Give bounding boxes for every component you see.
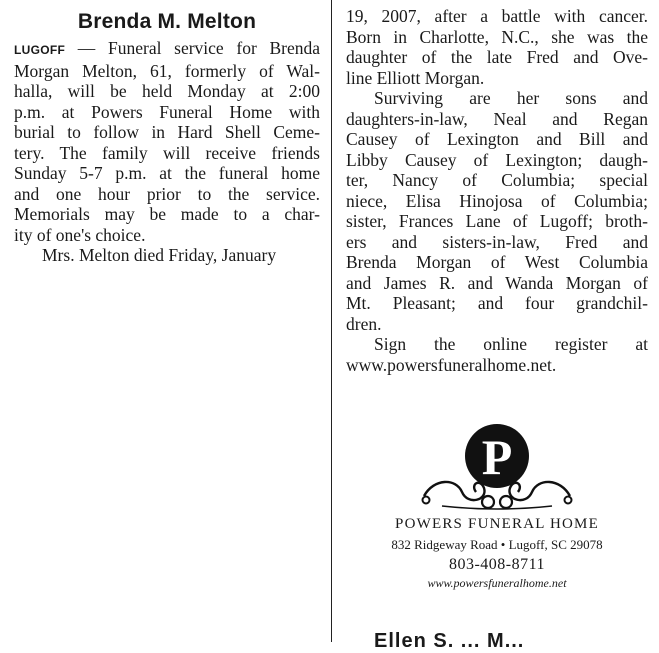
funeral-home-ad [346, 418, 648, 591]
text-line: Sunday 5-7 p.m. at the funeral home [14, 163, 320, 183]
text-line: daughters-in-law, Neal and Regan [346, 108, 648, 129]
funeral-home-name: POWERS FUNERAL HOME [395, 516, 599, 532]
text-line: line Elliott Morgan. [346, 67, 485, 88]
text-line: and one hour prior to the service. [14, 183, 320, 204]
text-line: tery. The family will receive friends [14, 142, 320, 163]
left-column [14, 0, 320, 266]
funeral-home-address: 832 Ridgeway Road • Lugoff, SC 29078 [391, 537, 603, 552]
text-line: 19, 2007, after a battle with cancer. [346, 6, 648, 26]
right-column [346, 6, 648, 375]
logo-letter: P [481, 429, 513, 485]
text-line: LUGOFF — Funeral service for Brenda [14, 38, 320, 58]
text-line: ers and sisters-in-law, Fred and [346, 231, 648, 252]
column-divider [331, 0, 332, 642]
obituary-headline: Brenda M. Melton [77, 10, 257, 33]
text-line: and James R. and Wanda Morgan of [346, 272, 648, 293]
text-line: ter, Nancy of Columbia; special [346, 170, 648, 190]
text-line: Mrs. Melton died Friday, January [42, 245, 277, 265]
next-obituary-headline: Ellen S. ... M... [374, 630, 525, 652]
text-line: Libby Causey of Lexington; daugh- [346, 149, 648, 170]
text-line: ity of one's choice. [14, 224, 146, 245]
funeral-home-logo-icon [412, 418, 582, 514]
funeral-home-phone: 803-408-8711 [448, 556, 546, 573]
funeral-home-website: www.powersfuneralhome.net [427, 576, 567, 590]
text-line: burial to follow in Hard Shell Ceme- [14, 122, 320, 142]
text-line: Memorials may be made to a char- [14, 204, 320, 224]
text-line: halla, will be held Monday at 2:00 [14, 81, 320, 101]
text-line: Morgan Melton, 61, formerly of Wal- [14, 60, 320, 81]
text-line: daughter of the late Fred and Ove- [346, 47, 648, 67]
text-line: Surviving are her sons and [374, 88, 648, 108]
text-line: Causey of Lexington and Bill and [346, 129, 648, 149]
text-line: Mt. Pleasant; and four grandchil- [346, 293, 648, 313]
text-line: sister, Frances Lane of Lugoff; broth- [346, 211, 648, 231]
text-line: Born in Charlotte, N.C., she was the [346, 26, 648, 47]
text-line: p.m. at Powers Funeral Home with [14, 101, 320, 122]
text-line: dren. [346, 313, 382, 334]
text-line: Sign the online register at [374, 334, 648, 354]
text-line: Brenda Morgan of West Columbia [346, 252, 648, 272]
text-line: www.powersfuneralhome.net. [346, 354, 557, 375]
text-line: niece, Elisa Hinojosa of Columbia; [346, 190, 648, 211]
dateline: LUGOFF [14, 43, 66, 57]
